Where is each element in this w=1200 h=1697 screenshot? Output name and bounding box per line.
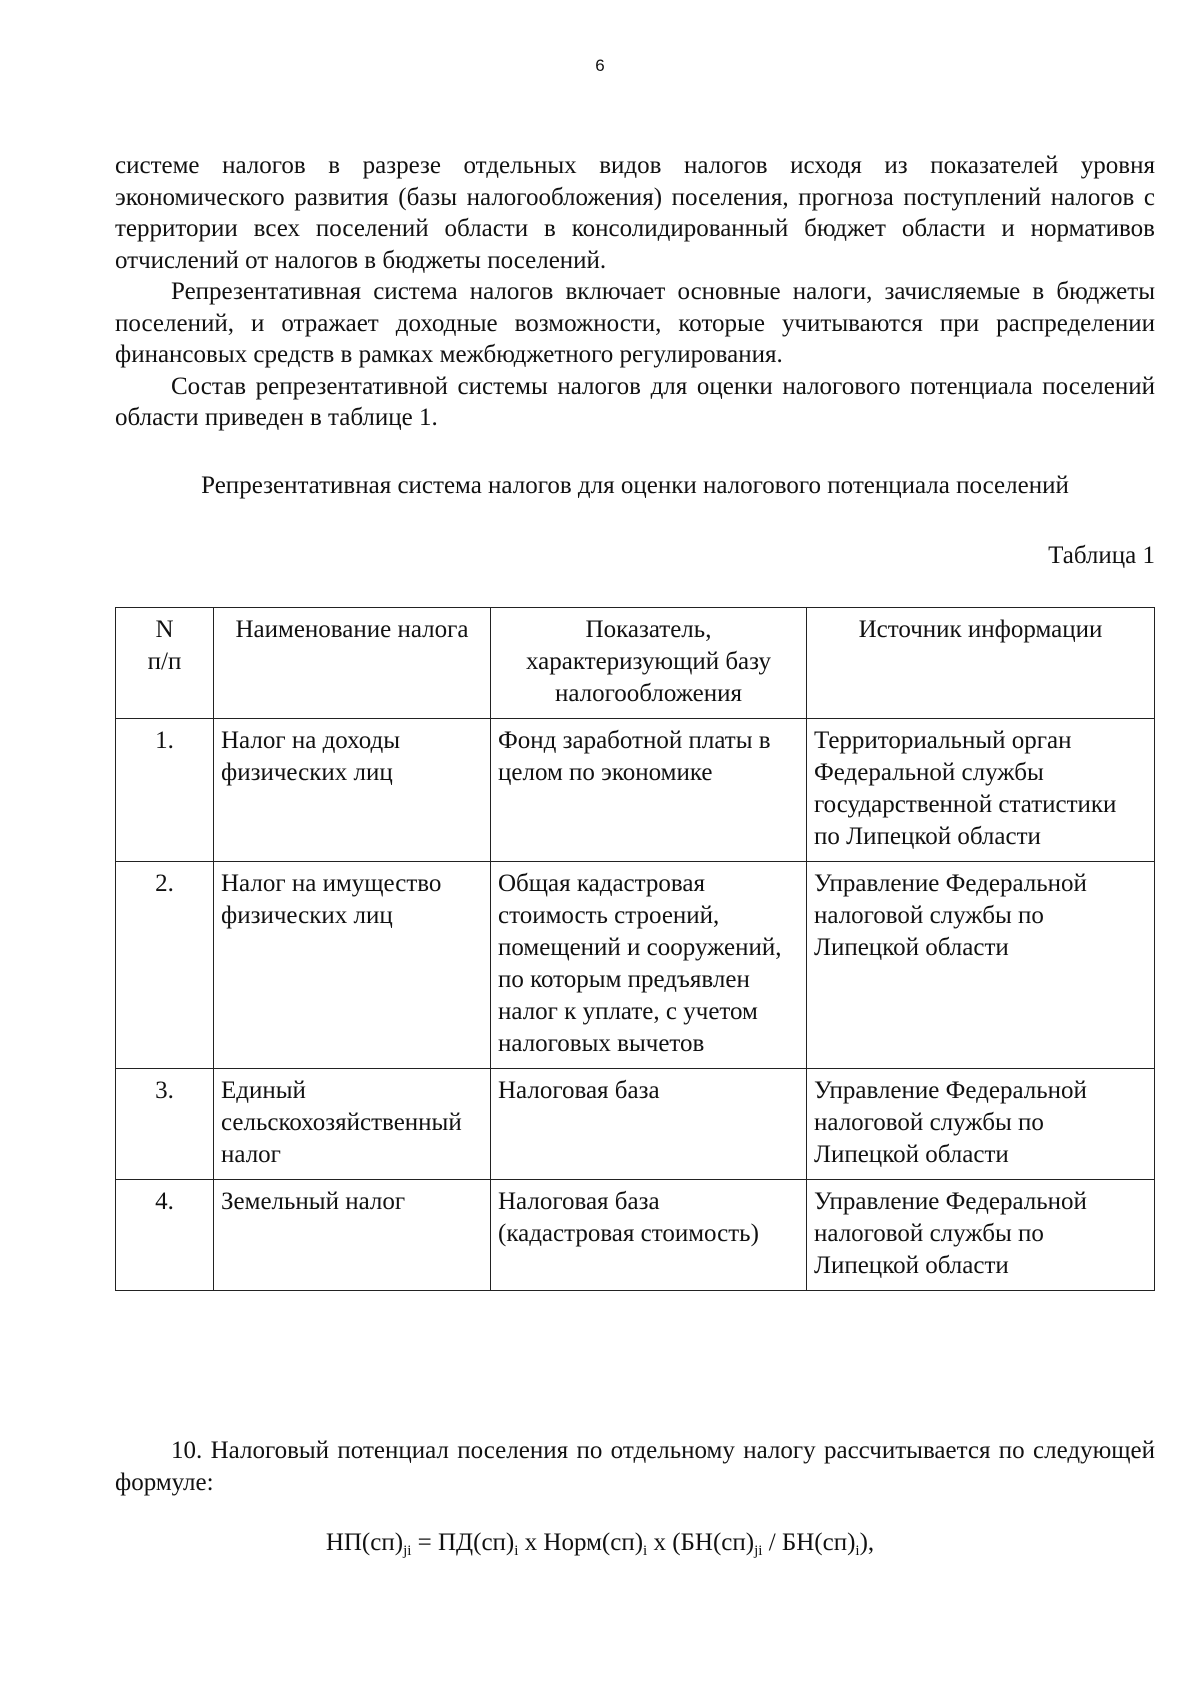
row-indicator: Налоговая база (кадастровая стоимость): [491, 1180, 807, 1291]
paragraph-representative-system: Репрезентативная система налогов включает основные налоги, зачисляемые в бюджеты поселений, и отражает доходные возможности, которые учитываются при распределении финансовых средств в рамках межбюджетного регулирования.: [115, 278, 1155, 368]
formula-pd: = ПД(сп): [411, 1529, 515, 1556]
formula-sub-i: i: [855, 1543, 860, 1559]
header-num: [116, 608, 214, 719]
formula-sub-i: i: [643, 1543, 648, 1559]
header-source: Источник информации: [807, 608, 1155, 719]
table-header-row: [116, 608, 1155, 719]
row-source: Управление Федеральной налоговой службы по Липецкой области: [807, 862, 1155, 1069]
tax-table: [115, 607, 1155, 1291]
row-num: 3.: [116, 1069, 214, 1180]
body-text: [115, 150, 1155, 434]
page-number: 6: [595, 56, 605, 75]
formula-close: ),: [859, 1529, 875, 1556]
header-indicator: Показатель, характеризующий базу налогообложения: [491, 608, 807, 719]
table-row: [116, 1069, 1155, 1180]
formula-bn-total: / БН(сп): [762, 1529, 856, 1556]
row-num: 2.: [116, 862, 214, 1069]
table-row: [116, 719, 1155, 862]
header-name: Наименование налога: [214, 608, 491, 719]
row-indicator: Налоговая база: [491, 1069, 807, 1180]
table-row: [116, 862, 1155, 1069]
row-tax-name: Земельный налог: [214, 1180, 491, 1291]
row-tax-name: Единый сельскохозяйственный налог: [214, 1069, 491, 1180]
formula-sub-ji: ji: [403, 1543, 412, 1559]
formula-sub-i: i: [514, 1543, 519, 1559]
paragraph-composition: Состав репрезентативной системы налогов для оценки налогового потенциала поселений области приведен в таблице 1.: [115, 372, 1155, 431]
row-num: 1.: [116, 719, 214, 862]
paragraph-continued: системе налогов в разрезе отдельных видов налогов исходя из показателей уровня экономического развития (базы налогообложения) поселения, прогноза поступлений налогов с территории всех поселений области в консолидированный бюджет области и нормативов отчислений от налогов в бюджеты поселений.: [115, 152, 1155, 274]
formula-sub-ji: ji: [754, 1543, 763, 1559]
formula-norm: x Норм(сп): [518, 1529, 644, 1556]
formula-np: НП(сп): [325, 1529, 404, 1556]
after-table-text: [115, 1435, 1155, 1498]
header-num-line1: N: [155, 616, 174, 643]
header-num-line2: п/п: [147, 648, 182, 675]
formula-bn: x (БН(сп): [647, 1529, 755, 1556]
row-tax-name: Налог на доходы физических лиц: [214, 719, 491, 862]
row-num: 4.: [116, 1180, 214, 1291]
table-label: Таблица 1: [1048, 542, 1155, 569]
row-indicator: Общая кадастровая стоимость строений, помещений и сооружений, по которым предъявлен налог к уплате, с учетом налоговых вычетов: [491, 862, 807, 1069]
row-source: Территориальный орган Федеральной службы государственной статистики по Липецкой области: [807, 719, 1155, 862]
row-tax-name: Налог на имущество физических лиц: [214, 862, 491, 1069]
paragraph-formula-intro: 10. Налоговый потенциал поселения по отдельному налогу рассчитывается по следующей формуле:: [115, 1437, 1155, 1496]
row-source: Управление Федеральной налоговой службы по Липецкой области: [807, 1069, 1155, 1180]
row-source: Управление Федеральной налоговой службы по Липецкой области: [807, 1180, 1155, 1291]
table-row: [116, 1180, 1155, 1291]
formula: [0, 1527, 1200, 1567]
row-indicator: Фонд заработной платы в целом по экономике: [491, 719, 807, 862]
table-caption: Репрезентативная система налогов для оценки налогового потенциала поселений: [201, 472, 1069, 499]
